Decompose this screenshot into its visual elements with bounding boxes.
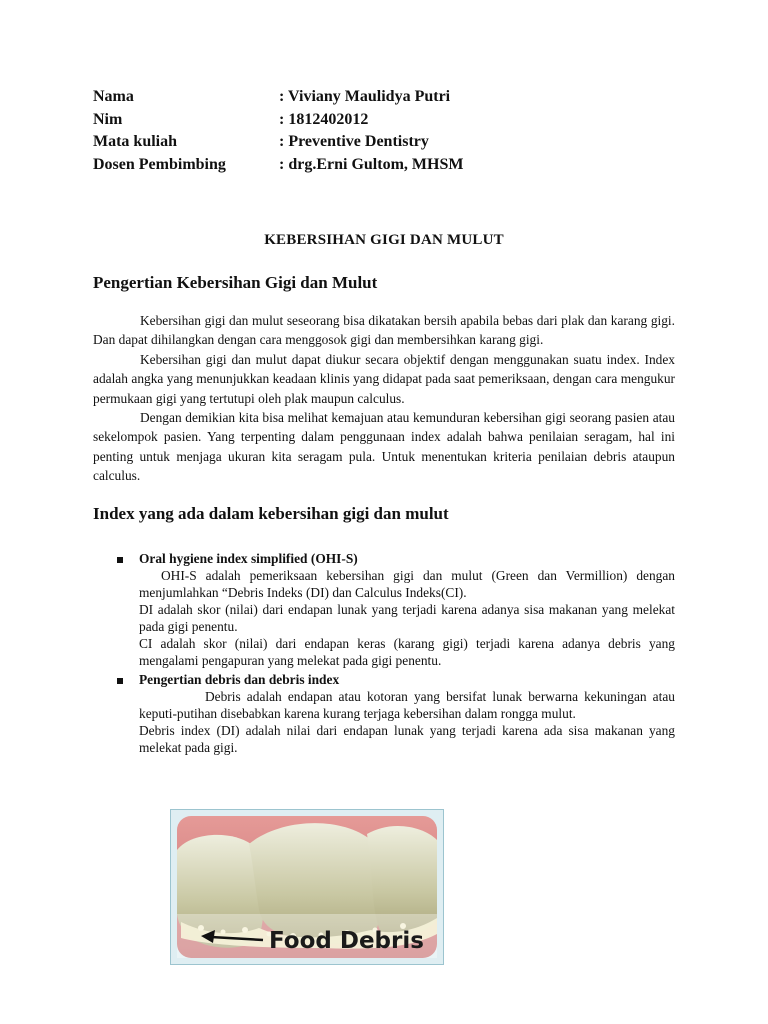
figure-label: Food Debris [269, 928, 424, 954]
paragraph: Kebersihan gigi dan mulut seseorang bisa dikatakan bersih apabila bebas dari plak dan karang gigi. Dan dapat dihilangkan dengan cara menggosok gigi dan membersihkan karang gigi. [93, 313, 675, 348]
list-item-line: OHI-S adalah pemeriksaan kebersihan gigi dan mulut (Green dan Vermillion) dengan menjumlahkan “Debris Indeks (DI) dan Calculus Indeks(CI). [139, 567, 675, 600]
identity-value-course: : Preventive Dentistry [279, 133, 429, 150]
paragraph: Kebersihan gigi dan mulut dapat diukur secara objektif dengan menggunakan suatu index. Index adalah angka yang menunjukkan keadaan klinis yang didapat pada saat pemeriksaan, dengan cara mengukur permukaan gigi yang tertutupi oleh plak maupun calculus. [93, 351, 675, 406]
identity-value-nim: : 1812402012 [279, 110, 369, 128]
identity-label-nim: Nim [93, 110, 123, 128]
document-title: KEBERSIHAN GIGI DAN MULUT [264, 232, 504, 248]
identity-value-lecturer: : drg.Erni Gultom, MHSM [279, 155, 464, 173]
identity-label-lecturer: Dosen Pembimbing [93, 155, 226, 173]
identity-label-course: Mata kuliah [93, 133, 178, 150]
square-bullet-icon [117, 557, 123, 563]
identity-block [93, 86, 675, 176]
square-bullet-icon [117, 678, 123, 684]
identity-label-name: Nama [93, 88, 134, 105]
list-item-title: Pengertian debris dan debris index [139, 671, 340, 687]
list-item [93, 550, 675, 669]
list-item-title: Oral hygiene index simplified (OHI-S) [139, 550, 358, 566]
document-page [93, 86, 675, 756]
paragraph: Dengan demikian kita bisa melihat kemajuan atau kemunduran kebersihan gigi seorang pasien atau sekelompok pasien. Yang terpenting dalam penggunaan index adalah bahwa penilaian seragam, hal ini penting untuk menjaga ukuran kita seragam pula. Untuk menentukan kriteria penilaian debris ataupun calculus. [93, 410, 675, 484]
food-debris-figure [170, 809, 444, 965]
section-heading-index: Index yang ada dalam kebersihan gigi dan mulut [93, 503, 449, 523]
list-item-line: CI adalah skor (nilai) dari endapan keras (karang gigi) terjadi karena adanya debris yang mengalami pengapuran yang melekat pada gigi penentu. [139, 635, 675, 668]
list-item [93, 671, 675, 756]
index-list [93, 550, 675, 756]
list-item-line: DI adalah skor (nilai) dari endapan lunak yang terjadi karena adanya sisa makanan yang melekat pada gigi penentu. [139, 601, 675, 634]
list-item-line: Debris index (DI) adalah nilai dari endapan lunak yang terjadi karena ada sisa makanan yang melekat pada gigi. [139, 722, 675, 755]
section-body-definition [93, 311, 675, 486]
identity-value-name: : Viviany Maulidya Putri [279, 88, 451, 105]
list-item-line: Debris adalah endapan atau kotoran yang bersifat lunak berwarna kekuningan atau keputi-putihan disebabkan karena kurang terjaga kebersihan dalam rongga mulut. [139, 688, 675, 721]
teeth-illustration [171, 810, 443, 964]
section-heading-definition: Pengertian Kebersihan Gigi dan Mulut [93, 273, 378, 292]
